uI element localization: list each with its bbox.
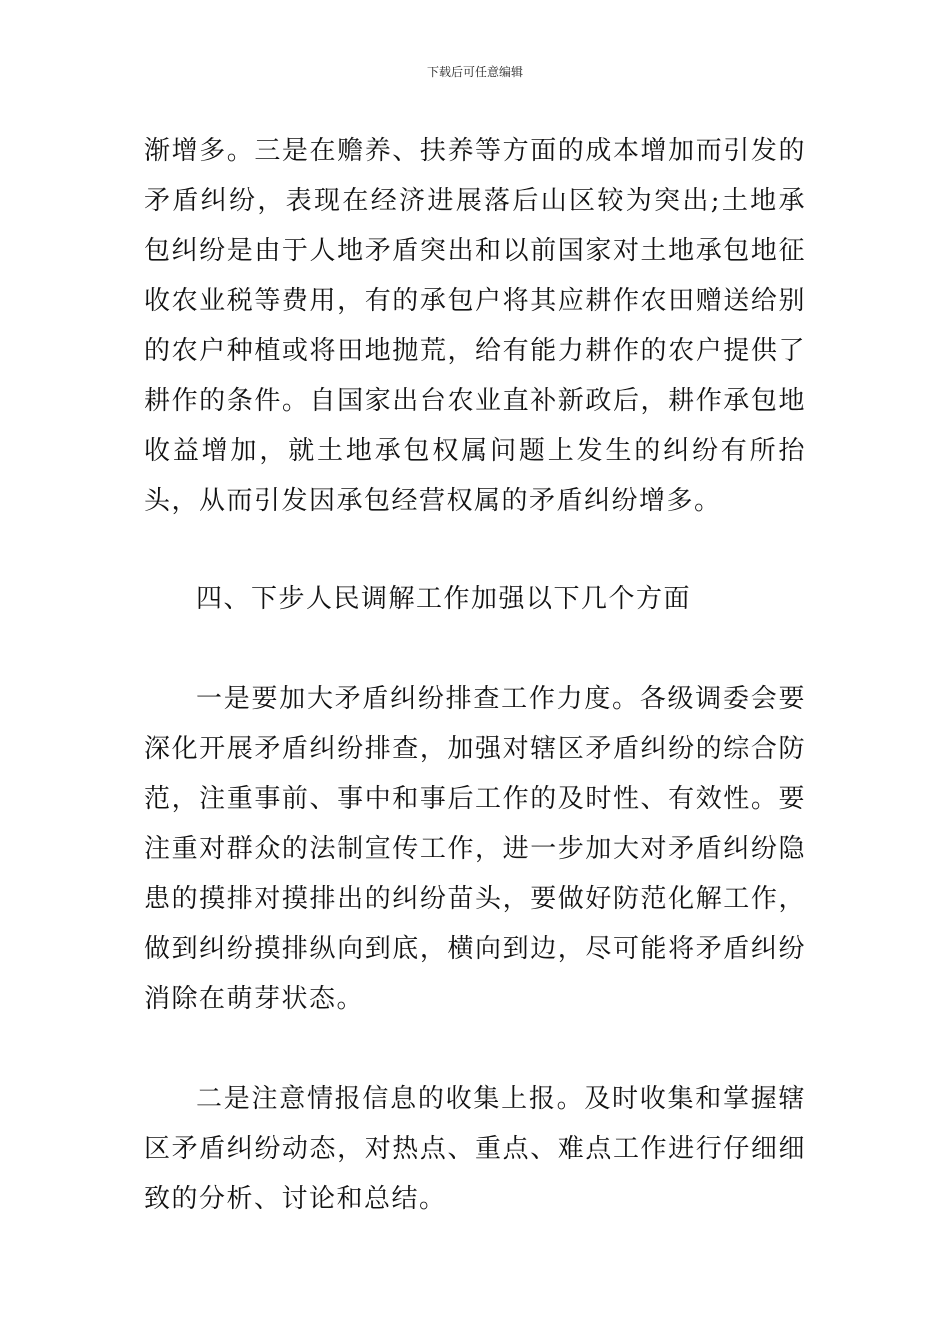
paragraph-item-two: [144, 1074, 806, 1224]
page-header: 下载后可任意编辑: [426, 65, 523, 79]
paragraph-item-one: [144, 674, 806, 1024]
paragraph-continuation: [144, 126, 806, 526]
paragraph-text: 二是注意情报信息的收集上报。及时收集和掌握辖区矛盾纠纷动态，对热点、重点、难点工作进行仔细细致的分析、讨论和总结。: [144, 1084, 806, 1214]
section-heading: [144, 574, 806, 624]
paragraph-text: 渐增多。三是在赡养、扶养等方面的成本增加而引发的矛盾纠纷，表现在经济进展落后山区较为突出;土地承包纠纷是由于人地矛盾突出和以前国家对土地承包地征收农业税等费用，有的承包户将其应耕作农田赠送给别的农户种植或将田地抛荒，给有能力耕作的农户提供了耕作的条件。自国家出台农业直补新政后，耕作承包地收益增加，就土地承包权属问题上发生的纠纷有所抬头，从而引发因承包经营权属的矛盾纠纷增多。: [144, 136, 806, 516]
paragraph-text: 一是要加大矛盾纠纷排查工作力度。各级调委会要深化开展矛盾纠纷排查，加强对辖区矛盾纠纷的综合防范，注重事前、事中和事后工作的及时性、有效性。要注重对群众的法制宣传工作，进一步加大对矛盾纠纷隐患的摸排对摸排出的纠纷苗头，要做好防范化解工作，做到纠纷摸排纵向到底，横向到边，尽可能将矛盾纠纷消除在萌芽状态。: [144, 684, 806, 1014]
section-heading-text: 四、下步人民调解工作加强以下几个方面: [196, 584, 692, 614]
